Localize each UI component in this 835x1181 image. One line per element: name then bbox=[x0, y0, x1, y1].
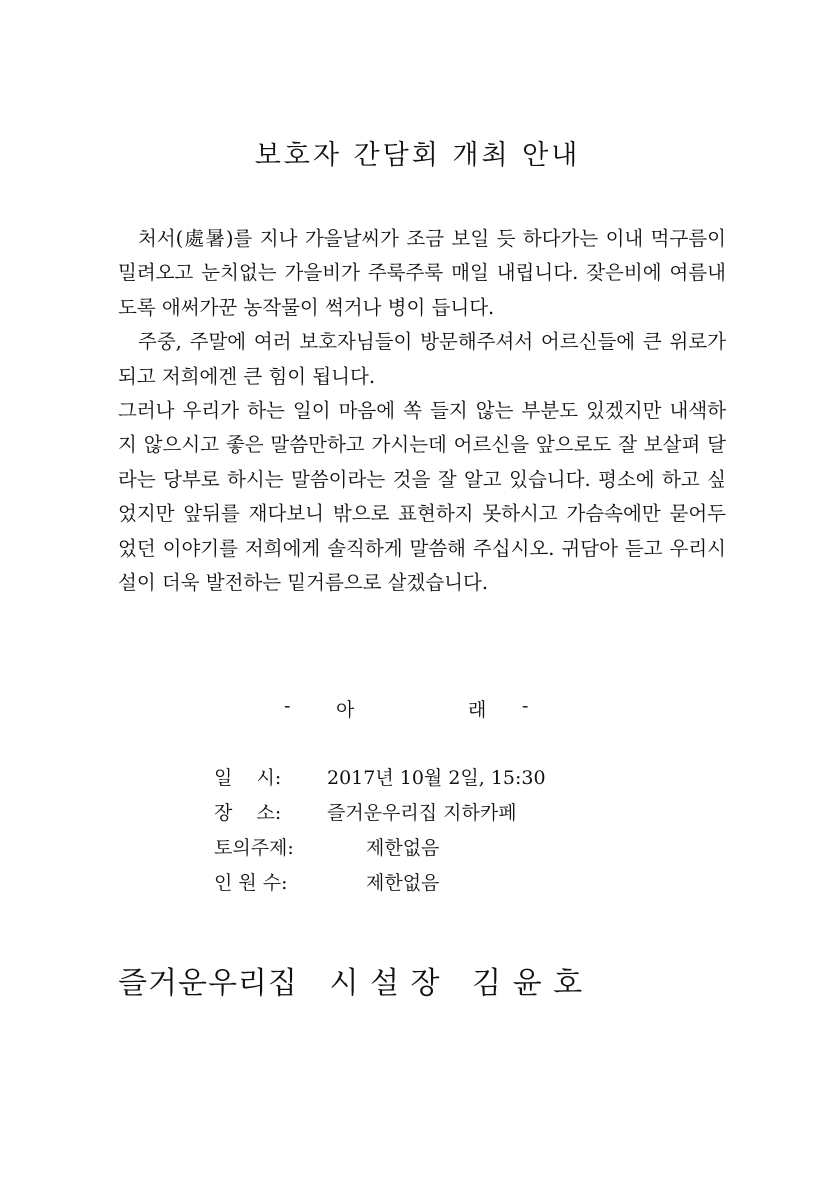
below-heading bbox=[0, 695, 835, 725]
detail-label: 인 원 수: bbox=[214, 872, 288, 894]
document-title: 보호자 간담회 개최 안내 bbox=[254, 140, 581, 171]
detail-label: 토의주제: bbox=[214, 837, 294, 859]
body-text bbox=[118, 222, 726, 600]
below-dash-right: - bbox=[522, 695, 529, 717]
paragraph-thanks: 주중, 주말에 여러 보호자님들이 방문해주셔서 어르신들에 큰 위로가 되고 저희에겐 큰 힘이 됩니다. bbox=[118, 330, 726, 388]
detail-value: 제한없음 bbox=[366, 837, 440, 859]
signature: 즐거운우리집 시 설 장 김 윤 호 bbox=[118, 966, 584, 1001]
detail-label: 장 소: bbox=[214, 802, 282, 824]
below-char-a: 아 bbox=[336, 699, 355, 721]
below-dash-left: - bbox=[284, 695, 291, 717]
detail-label: 일 시: bbox=[214, 767, 282, 789]
detail-value: 즐거운우리집 지하카페 bbox=[327, 802, 517, 824]
detail-value: 제한없음 bbox=[366, 872, 440, 894]
below-char-rae: 래 bbox=[468, 699, 487, 721]
detail-value: 2017년 10월 2일, 15:30 bbox=[327, 767, 546, 789]
paragraph-request: 그러나 우리가 하는 일이 마음에 쏙 들지 않는 부분도 있겠지만 내색하지 않으시고 좋은 말씀만하고 가시는데 어르신을 앞으로도 잘 보살펴 달라는 당부로 하시는 말씀이라는 것을 잘 알고 있습니다. 평소에 하고 싶었지만 앞뒤를 재다보니 밖으로 표현하지 못하시고 가슴속에만 묻어두었던 이야기를 저희에게 솔직하게 말씀해 주십시오. 귀담아 듣고 우리시설이 더욱 발전하는 밑거름으로 살겠습니다. bbox=[118, 399, 726, 595]
paragraph-weather: 처서(處暑)를 지나 가을날씨가 조금 보일 듯 하다가는 이내 먹구름이 밀려오고 눈치없는 가을비가 주룩주룩 매일 내립니다. 잦은비에 여름내도록 애써가꾼 농작물이 썩거나 병이 듭니다. bbox=[118, 227, 726, 319]
